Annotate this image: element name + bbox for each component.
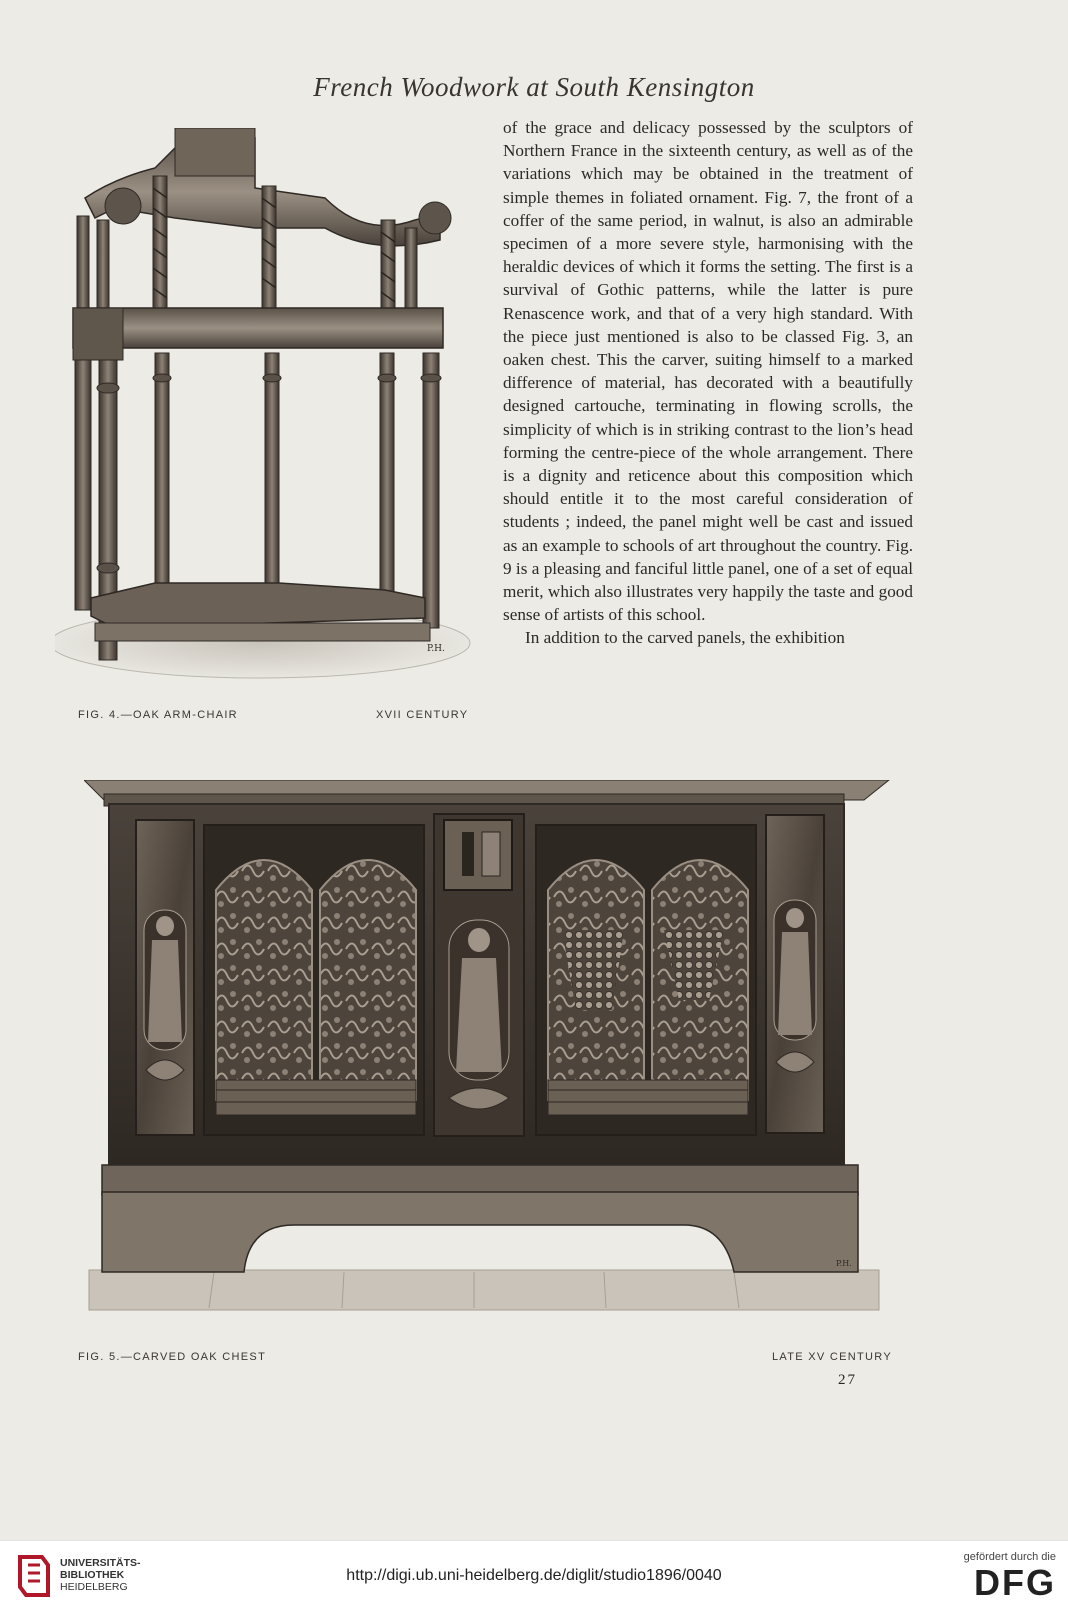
dfg-logo: DFG <box>974 1562 1056 1603</box>
library-name-line-1: UNIVERSITÄTS- <box>60 1557 141 1569</box>
figure-carved-oak-chest <box>84 780 904 1325</box>
chest-period: LATE XV CENTURY <box>772 1351 892 1363</box>
carved-oak-chest-illustration <box>84 780 904 1325</box>
oak-arm-chair-illustration <box>55 128 485 698</box>
digital-library-footer <box>0 1540 1068 1616</box>
funded-by-label: gefördert durch die <box>963 1551 1056 1563</box>
permalink-link[interactable]: http://digi.ub.uni-heidelberg.de/diglit/studio1896/0040 <box>346 1567 722 1584</box>
chest-caption: FIG. 5.—CARVED OAK CHEST <box>78 1351 267 1363</box>
library-name-line-2: BIBLIOTHEK <box>60 1569 125 1581</box>
funder-credit[interactable] <box>964 1551 1056 1603</box>
library-name-line-3: HEIDELBERG <box>60 1581 128 1593</box>
chair-monogram: P.H. <box>427 644 445 654</box>
permalink <box>0 1567 1068 1585</box>
page-number: 27 <box>838 1372 857 1388</box>
figure-oak-arm-chair <box>55 128 485 698</box>
body-paragraph-2: In addition to the carved panels, the exhibition <box>525 628 845 648</box>
chest-monogram: P.H. <box>836 1259 852 1268</box>
running-head: French Woodwork at South Kensington <box>313 72 755 102</box>
chair-caption: FIG. 4.—OAK ARM-CHAIR <box>78 709 238 721</box>
chair-period: XVII CENTURY <box>376 709 469 721</box>
body-text-column <box>503 116 913 650</box>
body-paragraph-1: of the grace and delicacy possessed by the sculptors of Northern France in the sixteenth century, as well as of the variations which may be obtained in the treatment of simple themes in foliated ornament. Fig. 7, the front of a coffer of the same period, in walnut, is also an admirable specimen of a more severe style, harmonising with the heraldic devices of which it forms the setting. The first is a survival of Gothic patterns, while the latter is pure Renascence work, and that of a very high standard. With the piece just mentioned is also to be classed Fig. 3, an oaken chest. This the carver, suiting himself to a marked difference of material, has decorated with a beautifully designed cartouche, terminating in flowing scrolls, the simplicity of which is in striking contrast to the lion’s head forming the centre-piece of the whole arrangement. There is a dignity and reticence about this composition which should entitle it to the most careful consideration of students ; indeed, the panel might well be cast and issued as an example to schools of art throughout the country. Fig. 9 is a pleasing and fanciful little panel, one of a set of equal merit, which also illustrates very happily the taste and good sense of artists of this school. <box>503 118 913 625</box>
